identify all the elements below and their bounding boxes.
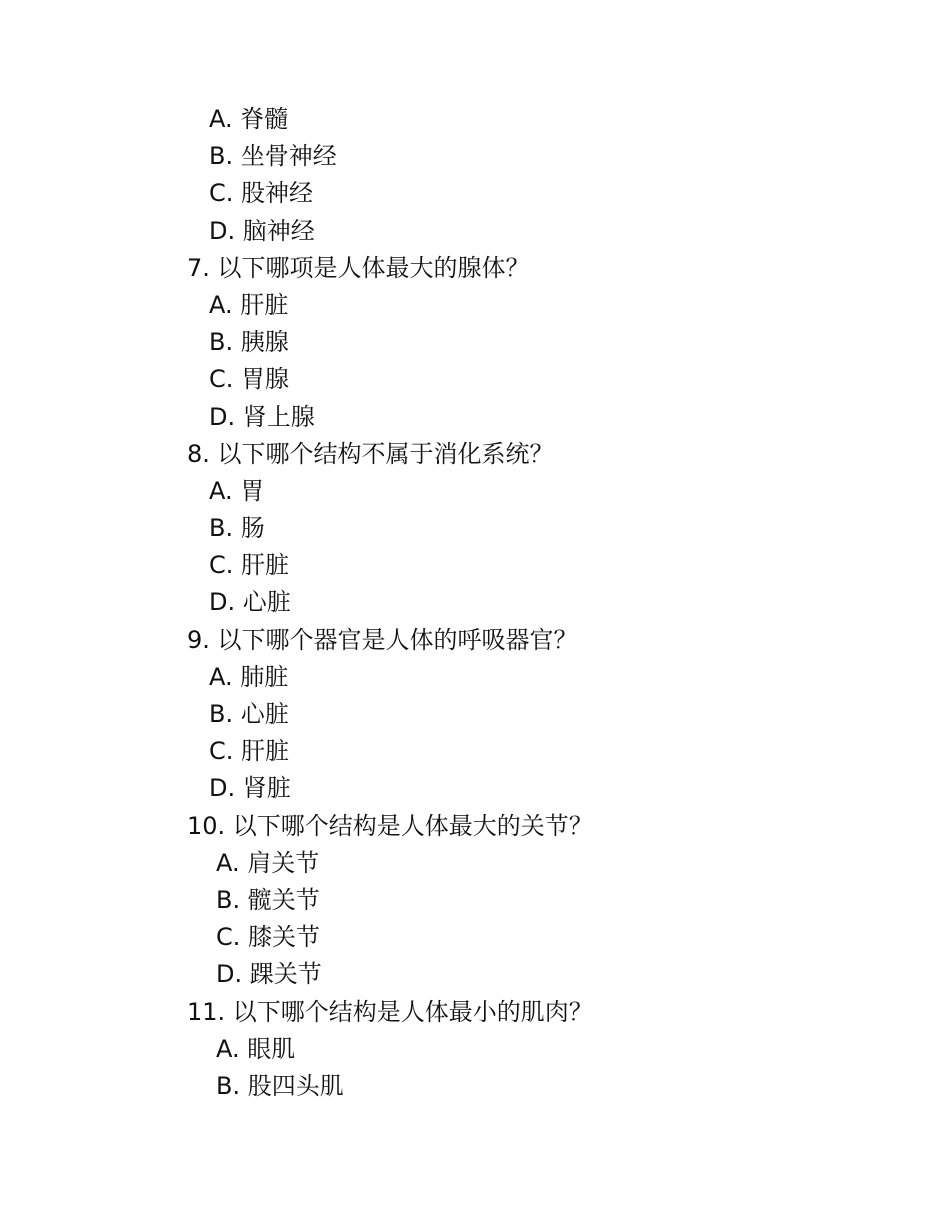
question-11: 11. 以下哪个结构是人体最小的肌肉？ — [187, 997, 593, 1026]
option-6a: A. 脊髓 — [209, 105, 289, 133]
option-9a: A. 肺脏 — [209, 662, 289, 691]
question-9: 9. 以下哪个器官是人体的呼吸器官？ — [187, 625, 578, 654]
option-10c: C. 膝关节 — [216, 923, 321, 952]
question-7: 7. 以下哪项是人体最大的腺体？ — [187, 253, 530, 282]
option-8d: D. 心脏 — [209, 588, 291, 617]
option-7c: C. 胃腺 — [209, 365, 290, 394]
question-10: 10. 以下哪个结构是人体最大的关节？ — [187, 811, 593, 840]
option-7d: D. 肾上腺 — [209, 402, 315, 431]
option-7a: A. 肝脏 — [209, 290, 289, 319]
option-6b: B. 坐骨神经 — [209, 142, 337, 171]
option-9c: C. 肝脏 — [209, 737, 290, 766]
option-11a: A. 眼肌 — [216, 1034, 296, 1063]
option-8a: A. 胃 — [209, 476, 265, 505]
option-10a: A. 肩关节 — [216, 848, 320, 877]
option-6d: D. 脑神经 — [209, 216, 315, 245]
option-9b: B. 心脏 — [209, 700, 289, 728]
quiz-content — [187, 101, 887, 1105]
option-9d: D. 肾脏 — [209, 774, 291, 803]
option-7b: B. 胰腺 — [209, 328, 289, 357]
option-6c: C. 股神经 — [209, 179, 314, 208]
option-11b: B. 股四头肌 — [216, 1071, 344, 1100]
option-10d: D. 踝关节 — [216, 960, 322, 989]
option-8c: C. 肝脏 — [209, 551, 290, 580]
option-10b: B. 髋关节 — [216, 885, 320, 914]
option-8b: B. 肠 — [209, 514, 265, 543]
question-8: 8. 以下哪个结构不属于消化系统？ — [187, 439, 554, 468]
